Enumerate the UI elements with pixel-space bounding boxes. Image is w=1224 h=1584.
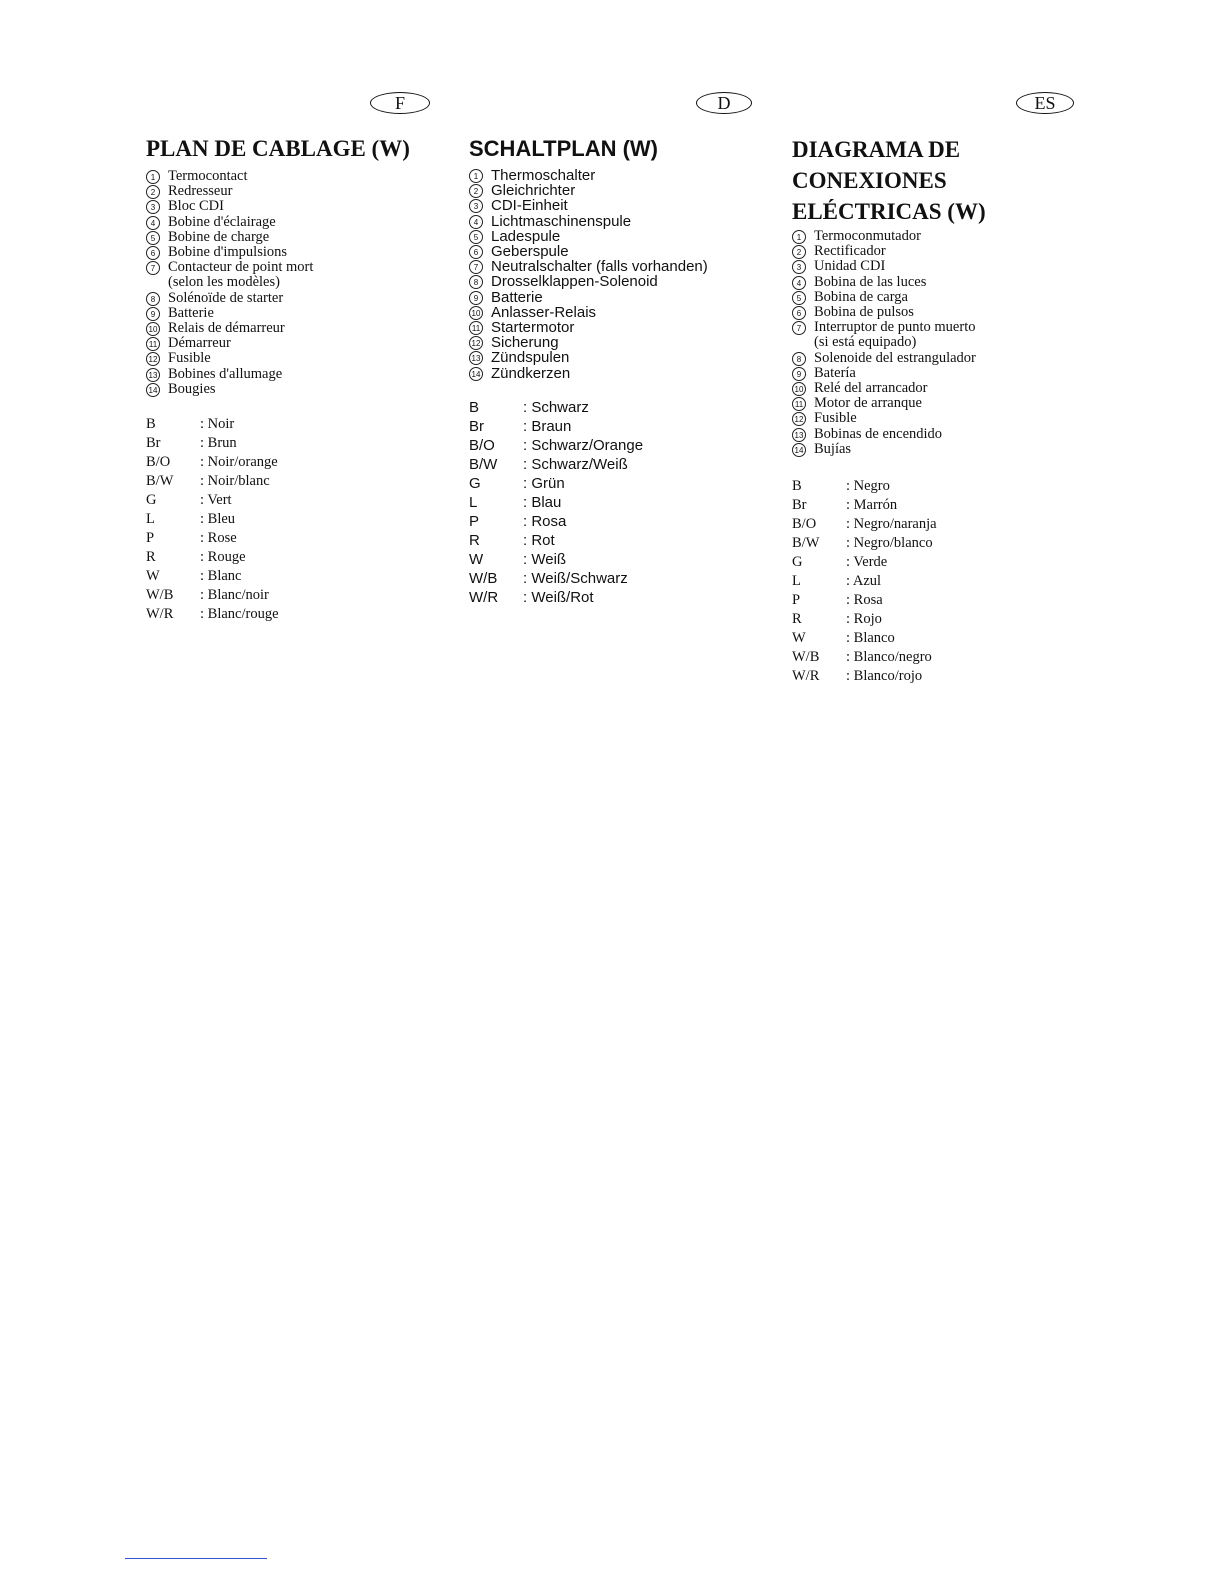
component-list-item [146, 215, 313, 230]
color-code-row [146, 434, 279, 453]
item-label: Gleichrichter [491, 182, 576, 200]
item-number-badge: 9 [469, 291, 483, 305]
item-label: Geberspule [491, 243, 569, 261]
color-name: : Rojo [846, 611, 882, 627]
color-code-row [792, 648, 937, 667]
item-number-badge: 5 [469, 230, 483, 244]
item-label: Thermoschalter [491, 167, 596, 184]
item-label: Startermotor [491, 319, 575, 337]
color-code-row [469, 455, 643, 474]
item-label: Bobina de pulsos [814, 304, 914, 321]
language-badge-french [370, 92, 430, 114]
color-name: : Marrón [846, 497, 898, 513]
badge-label: F [394, 93, 405, 113]
component-list-item [792, 305, 976, 320]
component-list-item [792, 427, 976, 442]
item-number-badge: 5 [792, 291, 806, 305]
item-number-badge: 13 [792, 428, 806, 442]
component-list [469, 168, 708, 381]
item-number-badge: 8 [146, 292, 160, 306]
color-code: G [146, 492, 157, 508]
color-code: R [146, 549, 156, 565]
color-code: B/O [792, 516, 817, 532]
item-label: Bougies [168, 380, 216, 397]
color-code: W/R [146, 606, 174, 622]
item-number-badge: 11 [792, 397, 806, 411]
color-code: B [146, 416, 156, 432]
color-name: : Braun [523, 418, 572, 435]
item-number-badge: 1 [792, 230, 806, 244]
item-number-badge: 11 [146, 337, 160, 351]
item-label: Rectificador [814, 243, 886, 260]
item-number-badge: 7 [469, 260, 483, 274]
component-list-item [146, 336, 313, 351]
color-code-row [792, 496, 937, 515]
color-name: : Negro/naranja [846, 516, 937, 532]
component-list-item [792, 320, 976, 350]
item-label: Fusible [168, 350, 211, 367]
color-name: : Verde [846, 554, 888, 570]
component-list-item [469, 305, 708, 320]
color-code: B/W [469, 456, 498, 473]
color-code-row [469, 588, 643, 607]
item-number-badge: 2 [146, 185, 160, 199]
color-code-row [146, 510, 279, 529]
item-label: CDI-Einheit [491, 197, 568, 215]
item-label: Démarreur [168, 335, 231, 352]
item-number-badge: 12 [146, 352, 160, 366]
item-label: Relais de démarreur [168, 320, 285, 337]
component-list-item [792, 275, 976, 290]
color-code: W/B [146, 587, 174, 603]
item-label: Redresseur [168, 183, 233, 200]
color-name: : Blanco [846, 630, 895, 646]
color-code-row [792, 553, 937, 572]
color-code-list [146, 415, 279, 624]
component-list-item [146, 184, 313, 199]
color-code: B/O [146, 454, 171, 470]
color-name: : Noir/orange [200, 454, 278, 470]
item-label: Batería [814, 364, 856, 381]
component-list-item [792, 229, 976, 244]
item-label: Solénoïde de starter [168, 289, 284, 306]
color-code: Br [146, 435, 161, 451]
color-name: : Azul [846, 573, 882, 589]
item-number-badge: 5 [146, 231, 160, 245]
badge-label: ES [1034, 93, 1056, 113]
item-number-badge: 3 [469, 199, 483, 213]
component-list-item [469, 183, 708, 198]
item-number-badge: 8 [792, 352, 806, 366]
item-number-badge: 9 [146, 307, 160, 321]
color-name: : Blanc [200, 568, 242, 584]
component-list-item [146, 245, 313, 260]
item-number-badge: 10 [146, 322, 160, 336]
color-code-row [469, 569, 643, 588]
item-number-badge: 13 [469, 351, 483, 365]
color-name: : Noir [200, 416, 235, 432]
component-list-item [146, 291, 313, 306]
color-code-row [469, 512, 643, 531]
color-code-row [469, 436, 643, 455]
item-label: Bobina de las luces [814, 273, 927, 290]
color-name: : Blau [523, 494, 562, 511]
component-list-item [792, 442, 976, 457]
item-number-badge: 7 [146, 261, 160, 275]
color-code-row [146, 605, 279, 624]
item-label: Sicherung [491, 334, 559, 352]
item-number-badge: 10 [792, 382, 806, 396]
color-code: R [469, 532, 480, 549]
item-number-badge: 4 [469, 215, 483, 229]
component-list-item [146, 367, 313, 382]
item-label: Bobines d'allumage [168, 365, 283, 382]
item-number-badge: 6 [469, 245, 483, 259]
color-code: L [792, 573, 801, 589]
component-list-item [146, 382, 313, 397]
component-list-item [469, 198, 708, 213]
component-list-item [469, 229, 708, 244]
item-number-badge: 9 [792, 367, 806, 381]
color-code-row [792, 572, 937, 591]
item-label: Ladespule [491, 227, 561, 245]
language-badge-spanish [1016, 92, 1074, 114]
item-number-badge: 3 [146, 200, 160, 214]
section-title: SCHALTPLAN (W) [469, 136, 658, 161]
component-list-item [792, 259, 976, 274]
badge-label: D [717, 93, 731, 113]
color-code-row [469, 531, 643, 550]
color-name: : Weiß/Schwarz [523, 570, 628, 587]
color-code-row [146, 567, 279, 586]
color-code-row [792, 667, 937, 686]
color-name: : Rosa [523, 513, 567, 530]
color-code-list [469, 398, 643, 607]
color-code: W [469, 551, 484, 568]
color-name: : Brun [200, 435, 237, 451]
color-name: : Negro [846, 478, 890, 494]
color-code: L [146, 511, 155, 527]
item-label: Neutralschalter (falls vorhanden) [491, 258, 708, 276]
color-name: : Negro/blanco [846, 535, 933, 551]
item-number-badge: 3 [792, 260, 806, 274]
color-code-row [469, 493, 643, 512]
color-name: : Grün [523, 475, 565, 492]
color-code-row [792, 534, 937, 553]
item-number-badge: 6 [792, 306, 806, 320]
color-name: : Schwarz [523, 399, 589, 416]
component-list-item [469, 168, 708, 183]
item-label: Batterie [491, 288, 543, 306]
color-code: P [469, 513, 480, 530]
color-code: L [469, 494, 478, 511]
color-code: B [792, 478, 802, 494]
color-code-list [792, 477, 937, 686]
color-code-row [146, 491, 279, 510]
component-list-item [469, 274, 708, 289]
item-label: Motor de arranque [814, 395, 922, 412]
component-list-item [469, 350, 708, 365]
item-number-badge: 13 [146, 368, 160, 382]
color-code: G [792, 554, 803, 570]
component-list-item [146, 230, 313, 245]
color-name: : Vert [200, 492, 232, 508]
component-list-item [792, 396, 976, 411]
item-label: Batterie [168, 304, 214, 321]
item-label: Contacteur de point mort (selon les modèles) [168, 259, 314, 291]
item-label: Bobinas de encendido [814, 425, 943, 442]
color-code-row [792, 477, 937, 496]
color-code-row [792, 610, 937, 629]
item-label: Fusible [814, 410, 857, 427]
color-name: : Noir/blanc [200, 473, 270, 489]
item-number-badge: 4 [792, 276, 806, 290]
item-label: Anlasser-Relais [491, 303, 597, 321]
component-list-item [469, 244, 708, 259]
component-list-item [146, 351, 313, 366]
color-code: W/R [792, 668, 820, 684]
color-code-row [469, 398, 643, 417]
item-label: Bobina de carga [814, 288, 908, 305]
item-number-badge: 12 [469, 336, 483, 350]
color-name: : Blanco/rojo [846, 668, 923, 684]
color-code: P [146, 530, 155, 546]
color-code: W [146, 568, 160, 584]
component-list-item [792, 244, 976, 259]
item-number-badge: 6 [146, 246, 160, 260]
item-number-badge: 14 [469, 367, 483, 381]
component-list-item [792, 411, 976, 426]
item-label: Termocontact [168, 168, 248, 184]
component-list-item [469, 320, 708, 335]
color-code: R [792, 611, 802, 627]
item-label: Drosselklappen-Solenoid [491, 273, 658, 291]
color-code-row [469, 417, 643, 436]
item-label: Termoconmutador [814, 228, 921, 244]
section-title: PLAN DE CABLAGE (W) [146, 136, 410, 161]
item-label: Bobine de charge [168, 228, 270, 245]
item-label: Bobine d'impulsions [168, 244, 288, 261]
color-code-row [146, 529, 279, 548]
color-name: : Bleu [200, 511, 236, 527]
item-number-badge: 4 [146, 216, 160, 230]
color-code-row [146, 415, 279, 434]
section-title: DIAGRAMA DE CONEXIONES ELÉCTRICAS (W) [792, 137, 986, 224]
item-label: Bobine d'éclairage [168, 213, 276, 230]
color-code-row [146, 548, 279, 567]
color-code: B [469, 399, 480, 416]
color-code: W/B [469, 570, 498, 587]
color-code: G [469, 475, 481, 492]
item-number-badge: 1 [469, 169, 483, 183]
item-number-badge: 11 [469, 321, 483, 335]
color-name: : Rosa [846, 592, 883, 608]
color-name: : Schwarz/Weiß [523, 456, 628, 473]
color-code: B/W [146, 473, 174, 489]
item-number-badge: 14 [146, 383, 160, 397]
item-number-badge: 7 [792, 321, 806, 335]
component-list [146, 169, 313, 397]
color-name: : Blanc/rouge [200, 606, 279, 622]
component-list-item [792, 366, 976, 381]
item-number-badge: 8 [469, 275, 483, 289]
color-code: W/R [469, 589, 499, 606]
color-code: Br [469, 418, 484, 435]
item-label: Interruptor de punto muerto (si está equipado) [814, 319, 976, 351]
item-label: Bloc CDI [168, 198, 224, 215]
color-code-row [146, 586, 279, 605]
language-badge-german [696, 92, 752, 114]
color-name: : Schwarz/Orange [523, 437, 644, 454]
color-code-row [146, 472, 279, 491]
component-list-item [146, 169, 313, 184]
item-number-badge: 10 [469, 306, 483, 320]
item-label: Bujías [814, 440, 852, 457]
item-number-badge: 2 [469, 184, 483, 198]
color-code: P [792, 592, 801, 608]
item-label: Lichtmaschinenspule [491, 212, 632, 230]
color-name: : Rose [200, 530, 237, 546]
color-code: B/O [469, 437, 495, 454]
item-label: Unidad CDI [814, 258, 886, 275]
component-list-item [146, 260, 313, 290]
color-name: : Weiß/Rot [523, 589, 594, 606]
color-code: B/W [792, 535, 820, 551]
item-label: Relé del arrancador [814, 380, 928, 397]
component-list [792, 229, 976, 457]
color-code: Br [792, 497, 807, 513]
color-code-row [792, 515, 937, 534]
component-list-item [469, 214, 708, 229]
color-code: W/B [792, 649, 820, 665]
color-code-row [469, 550, 643, 569]
footer-rule [125, 1558, 267, 1559]
color-name: : Weiß [523, 551, 567, 568]
component-list-item [792, 381, 976, 396]
item-number-badge: 1 [146, 170, 160, 184]
color-code-row [792, 629, 937, 648]
color-code: W [792, 630, 806, 646]
item-label: Zündspulen [491, 349, 570, 367]
color-name: : Rouge [200, 549, 246, 565]
item-label: Zündkerzen [491, 364, 571, 382]
color-name: : Blanc/noir [200, 587, 269, 603]
component-list-item [469, 366, 708, 381]
component-list-item [469, 290, 708, 305]
component-list-item [792, 290, 976, 305]
item-number-badge: 14 [792, 443, 806, 457]
color-code-row [469, 474, 643, 493]
component-list-item [146, 321, 313, 336]
color-code-row [146, 453, 279, 472]
component-list-item [469, 335, 708, 350]
color-name: : Blanco/negro [846, 649, 932, 665]
component-list-item [469, 259, 708, 274]
color-name: : Rot [523, 532, 555, 549]
item-label: Solenoide del estrangulador [814, 349, 976, 366]
component-list-item [792, 351, 976, 366]
component-list-item [146, 199, 313, 214]
color-code-row [792, 591, 937, 610]
component-list-item [146, 306, 313, 321]
item-number-badge: 12 [792, 412, 806, 426]
item-number-badge: 2 [792, 245, 806, 259]
